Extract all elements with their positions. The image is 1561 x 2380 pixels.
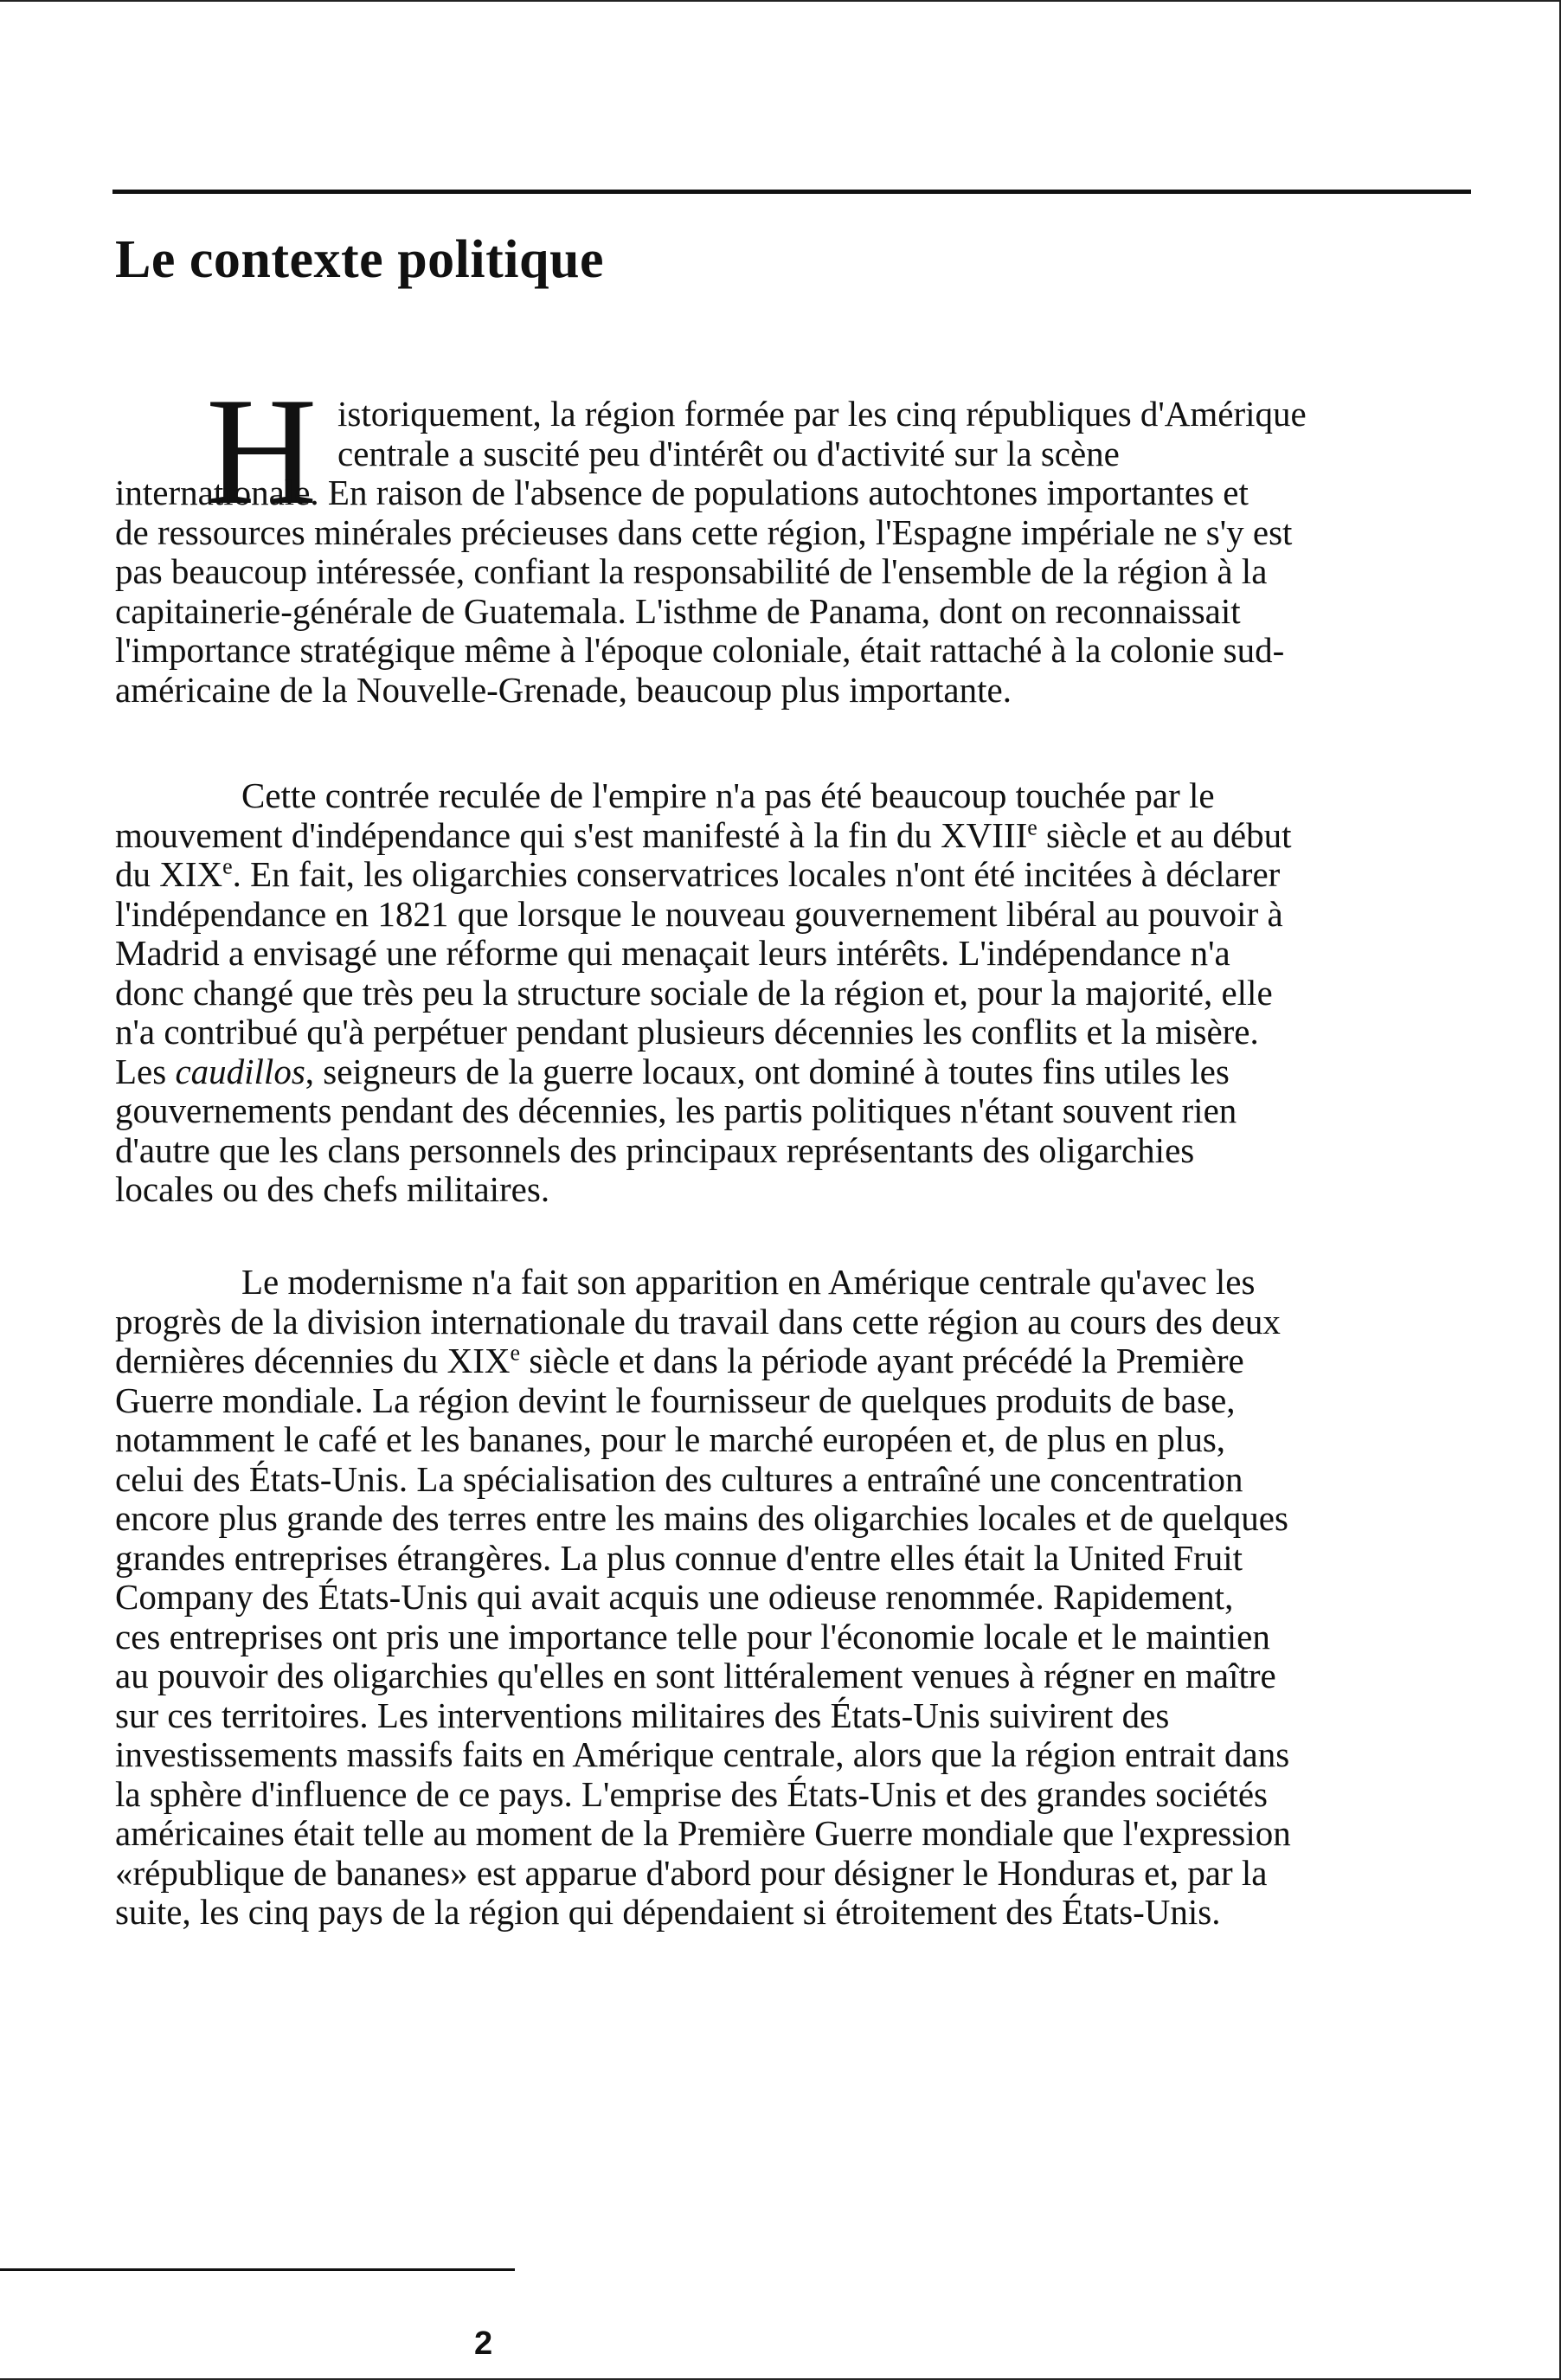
paragraph-line: grandes entreprises étrangères. La plus connue d'entre elles était la United Fruit: [115, 1537, 1243, 1578]
paragraph-line: progrès de la division internationale du travail dans cette région au cours des deux: [115, 1301, 1281, 1341]
page-title: Le contexte politique: [115, 230, 604, 289]
superscript: e: [222, 853, 233, 879]
paragraph-line: au pouvoir des oligarchies qu'elles en sont littéralement venues à régner en maître: [115, 1656, 1276, 1695]
paragraph-1: [115, 395, 1452, 710]
paragraph-line: Cette contrée reculée de l'empire n'a pas été beaucoup touchée par le: [241, 775, 1215, 815]
paragraph-line: Le modernisme n'a fait son apparition en Amérique centrale qu'avec les: [241, 1262, 1256, 1302]
paragraph-line: de ressources minérales précieuses dans cette région, l'Espagne impériale ne s'y est: [115, 511, 1293, 552]
line-text: . En fait, les oligarchies conservatrices locales n'ont été incitées à déclarer: [232, 854, 1281, 894]
paragraph-line: américaine de la Nouvelle-Grenade, beaucoup plus importante.: [115, 669, 1012, 710]
paragraph-line: la sphère d'influence de ce pays. L'emprise des États-Unis et des grandes sociétés: [115, 1773, 1268, 1814]
superscript: e: [510, 1340, 521, 1366]
paragraph-line: Guerre mondiale. La région devint le fournisseur de quelques produits de base,: [115, 1380, 1236, 1420]
paragraph-2: [115, 776, 1452, 1210]
paragraph-line: istoriquement, la région formée par les cinq républiques d'Amérique: [337, 394, 1307, 434]
paragraph-line: suite, les cinq pays de la région qui dépendaient si étroitement des États-Unis.: [115, 1892, 1221, 1932]
paragraph-line: capitainerie-générale de Guatemala. L'isthme de Panama, dont on reconnaissait: [115, 590, 1241, 631]
page-number: 2: [474, 2325, 493, 2362]
paragraph-line: gouvernements pendant des décennies, les partis politiques n'étant souvent rien: [115, 1090, 1237, 1130]
paragraph-3: [115, 1263, 1452, 1933]
italic-term: caudillos: [175, 1051, 305, 1091]
paragraph-line: [115, 855, 1452, 895]
paragraph-line: locales ou des chefs militaires.: [115, 1169, 550, 1209]
paragraph-line: américaines était telle au moment de la Première Guerre mondiale que l'expression: [115, 1813, 1291, 1853]
paragraph-line: celui des États-Unis. La spécialisation des cultures a entraîné une concentration: [115, 1458, 1243, 1499]
line-text: , seigneurs de la guerre locaux, ont dominé à toutes fins utiles les: [305, 1051, 1230, 1091]
line-text: siècle et au début: [1037, 814, 1292, 855]
paragraph-line: l'importance stratégique même à l'époque coloniale, était rattaché à la colonie sud-: [115, 630, 1285, 670]
paragraph-line: «république de bananes» est apparue d'abord pour désigner le Honduras et, par la: [115, 1852, 1268, 1893]
paragraph-line: Company des États-Unis qui avait acquis une odieuse renommée. Rapidement,: [115, 1577, 1234, 1617]
page-border-top: [0, 0, 1561, 2]
paragraph-line: Madrid a envisagé une réforme qui menaçait leurs intérêts. L'indépendance n'a: [115, 933, 1230, 973]
footer-rule: [0, 2268, 515, 2271]
paragraph-line: [115, 1052, 1452, 1092]
paragraph-line: l'indépendance en 1821 que lorsque le nouveau gouvernement libéral au pouvoir à: [115, 893, 1283, 934]
line-text: siècle et dans la période ayant précédé la Première: [520, 1341, 1244, 1380]
line-text: Les: [115, 1051, 176, 1091]
paragraph-line: n'a contribué qu'à perpétuer pendant plusieurs décennies les conflits et la misère.: [115, 1012, 1259, 1052]
paragraph-line: [115, 1341, 1452, 1381]
paragraph-line: notamment le café et les bananes, pour le marché européen et, de plus en plus,: [115, 1419, 1226, 1459]
paragraph-line: d'autre que les clans personnels des principaux représentants des oligarchies: [115, 1129, 1195, 1170]
paragraph-line: pas beaucoup intéressée, confiant la responsabilité de l'ensemble de la région à la: [115, 551, 1268, 591]
paragraph-line: sur ces territoires. Les interventions militaires des États-Unis suivirent des: [115, 1695, 1170, 1735]
paragraph-line: centrale a suscité peu d'intérêt ou d'activité sur la scène: [337, 433, 1120, 473]
line-text: du XIX: [115, 854, 223, 894]
line-text: mouvement d'indépendance qui s'est manifesté à la fin du XVIII: [115, 814, 1028, 855]
paragraph-line: internationale. En raison de l'absence de populations autochtones importantes et: [115, 473, 1249, 512]
paragraph-line: investissements massifs faits en Amérique centrale, alors que la région entrait dans: [115, 1734, 1290, 1774]
heading-rule: [112, 190, 1471, 194]
line-text: dernières décennies du XIX: [115, 1341, 511, 1380]
paragraph-line: donc changé que très peu la structure sociale de la région et, pour la majorité, elle: [115, 972, 1273, 1013]
paragraph-line: ces entreprises ont pris une importance telle pour l'économie locale et le maintien: [115, 1616, 1270, 1656]
drop-cap: H: [206, 365, 318, 537]
paragraph-line: [115, 816, 1452, 856]
paragraph-line: encore plus grande des terres entre les mains des oligarchies locales et de quelques: [115, 1498, 1288, 1538]
superscript: e: [1027, 814, 1037, 839]
